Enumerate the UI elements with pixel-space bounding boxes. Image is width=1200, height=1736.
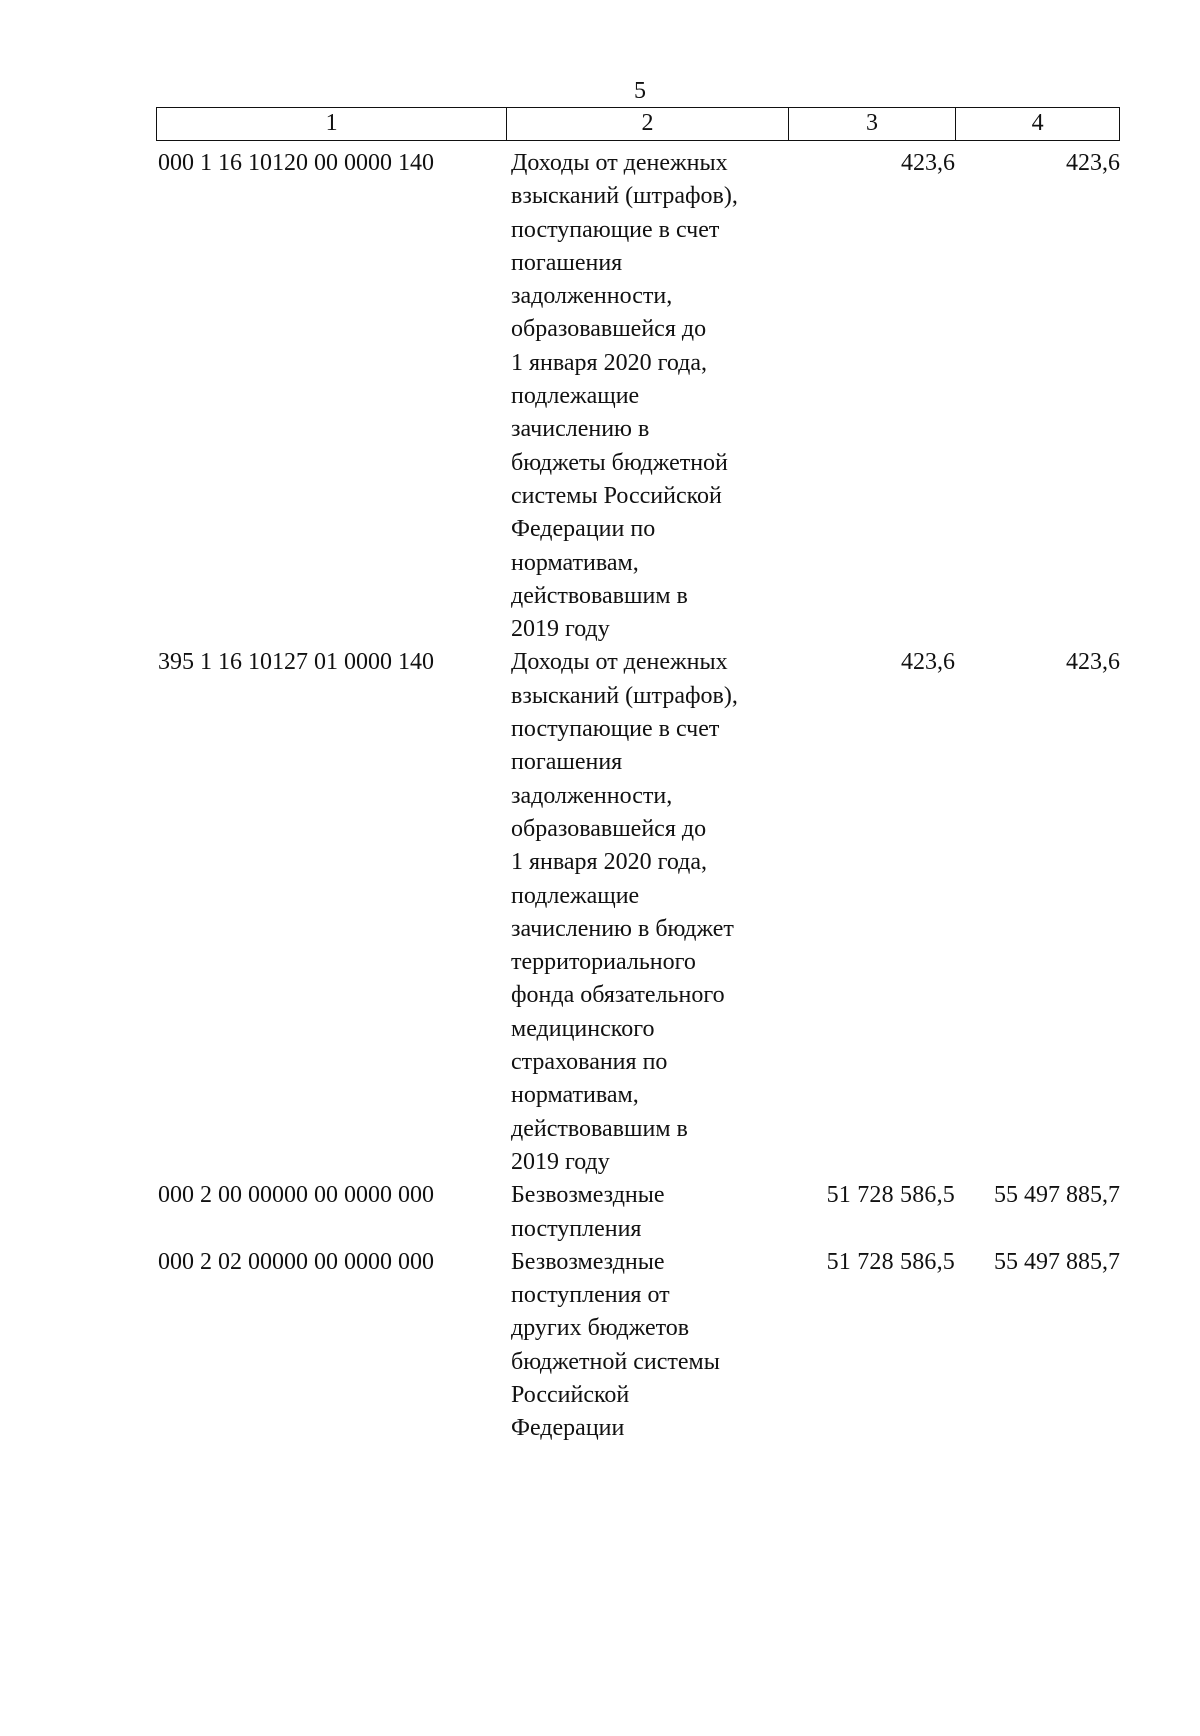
table-body <box>156 147 1120 1446</box>
budget-code: 000 2 00 00000 00 0000 000 <box>158 1182 434 1209</box>
income-name-line: бюджеты бюджетной <box>511 449 728 476</box>
page-number: 5 <box>634 78 646 104</box>
income-name-line: задолженности, <box>511 782 673 809</box>
income-name-line: Федерации <box>511 1415 625 1442</box>
income-name-line: Доходы от денежных <box>511 649 728 676</box>
income-name-line: взысканий (штрафов), <box>511 682 738 709</box>
amount-col-4: 55 497 885,7 <box>994 1182 1120 1209</box>
income-name-line: поступления <box>511 1215 642 1242</box>
table-header-col-2: 2 <box>507 108 788 140</box>
income-name-line: Безвозмездные <box>511 1248 665 1275</box>
income-name-line: 2019 году <box>511 616 610 643</box>
income-name-line: страхования по <box>511 1049 668 1076</box>
income-name-line: поступающие в счет <box>511 716 720 743</box>
amount-col-3: 51 728 586,5 <box>826 1248 955 1275</box>
income-name-line: задолженности, <box>511 283 673 310</box>
income-name <box>507 147 789 646</box>
income-name-line: 2019 году <box>511 1148 610 1175</box>
amount-col-3: 423,6 <box>901 649 955 676</box>
budget-code: 000 1 16 10120 00 0000 140 <box>158 150 434 176</box>
income-name-line: поступающие в счет <box>511 216 720 243</box>
table-row <box>156 1246 1120 1446</box>
amount-col-4: 423,6 <box>1066 150 1120 176</box>
table-row <box>156 646 1120 1179</box>
budget-code: 395 1 16 10127 01 0000 140 <box>158 649 434 676</box>
income-name-line: действовавшим в <box>511 1115 688 1142</box>
table-header-col-3: 3 <box>789 108 957 140</box>
table-row <box>156 1179 1120 1246</box>
income-name-line: подлежащие <box>511 383 640 410</box>
amount-col-4: 423,6 <box>1066 649 1120 676</box>
income-name <box>507 1246 789 1446</box>
income-name-line: образовавшейся до <box>511 316 707 343</box>
income-name-line: погашения <box>511 749 623 776</box>
income-name-line: подлежащие <box>511 882 640 909</box>
amount-col-3: 51 728 586,5 <box>826 1182 955 1209</box>
income-name-line: нормативам, <box>511 549 639 576</box>
income-name-line: 1 января 2020 года, <box>511 849 708 876</box>
table-header-col-1: 1 <box>157 108 507 140</box>
income-name-line: Доходы от денежных <box>511 150 728 176</box>
income-name-line: фонда обязательного <box>511 982 725 1009</box>
income-name-line: зачислению в <box>511 416 650 443</box>
income-name-line: поступления от <box>511 1282 670 1309</box>
income-name-line: Федерации по <box>511 516 656 543</box>
income-name-line: нормативам, <box>511 1082 639 1109</box>
income-name-line: других бюджетов <box>511 1315 690 1342</box>
income-name-line: взысканий (штрафов), <box>511 183 738 210</box>
income-name-line: Российской <box>511 1381 630 1408</box>
amount-col-3: 423,6 <box>901 150 955 176</box>
income-name-line: медицинского <box>511 1015 655 1042</box>
income-name-line: бюджетной системы <box>511 1348 720 1375</box>
income-name <box>507 1179 789 1246</box>
income-name-line: погашения <box>511 249 623 276</box>
income-name-line: системы Российской <box>511 482 722 509</box>
table-row <box>156 147 1120 646</box>
income-name-line: территориального <box>511 949 696 976</box>
income-name-line: действовавшим в <box>511 582 688 609</box>
income-name-line: зачислению в бюджет <box>511 915 734 942</box>
amount-col-4: 55 497 885,7 <box>994 1248 1120 1275</box>
table-header-row <box>156 107 1120 141</box>
income-name <box>507 646 789 1179</box>
table-header-col-4: 4 <box>1031 110 1044 136</box>
budget-code: 000 2 02 00000 00 0000 000 <box>158 1248 434 1275</box>
income-name-line: образовавшейся до <box>511 815 707 842</box>
income-name-line: Безвозмездные <box>511 1182 665 1209</box>
income-name-line: 1 января 2020 года, <box>511 349 708 376</box>
